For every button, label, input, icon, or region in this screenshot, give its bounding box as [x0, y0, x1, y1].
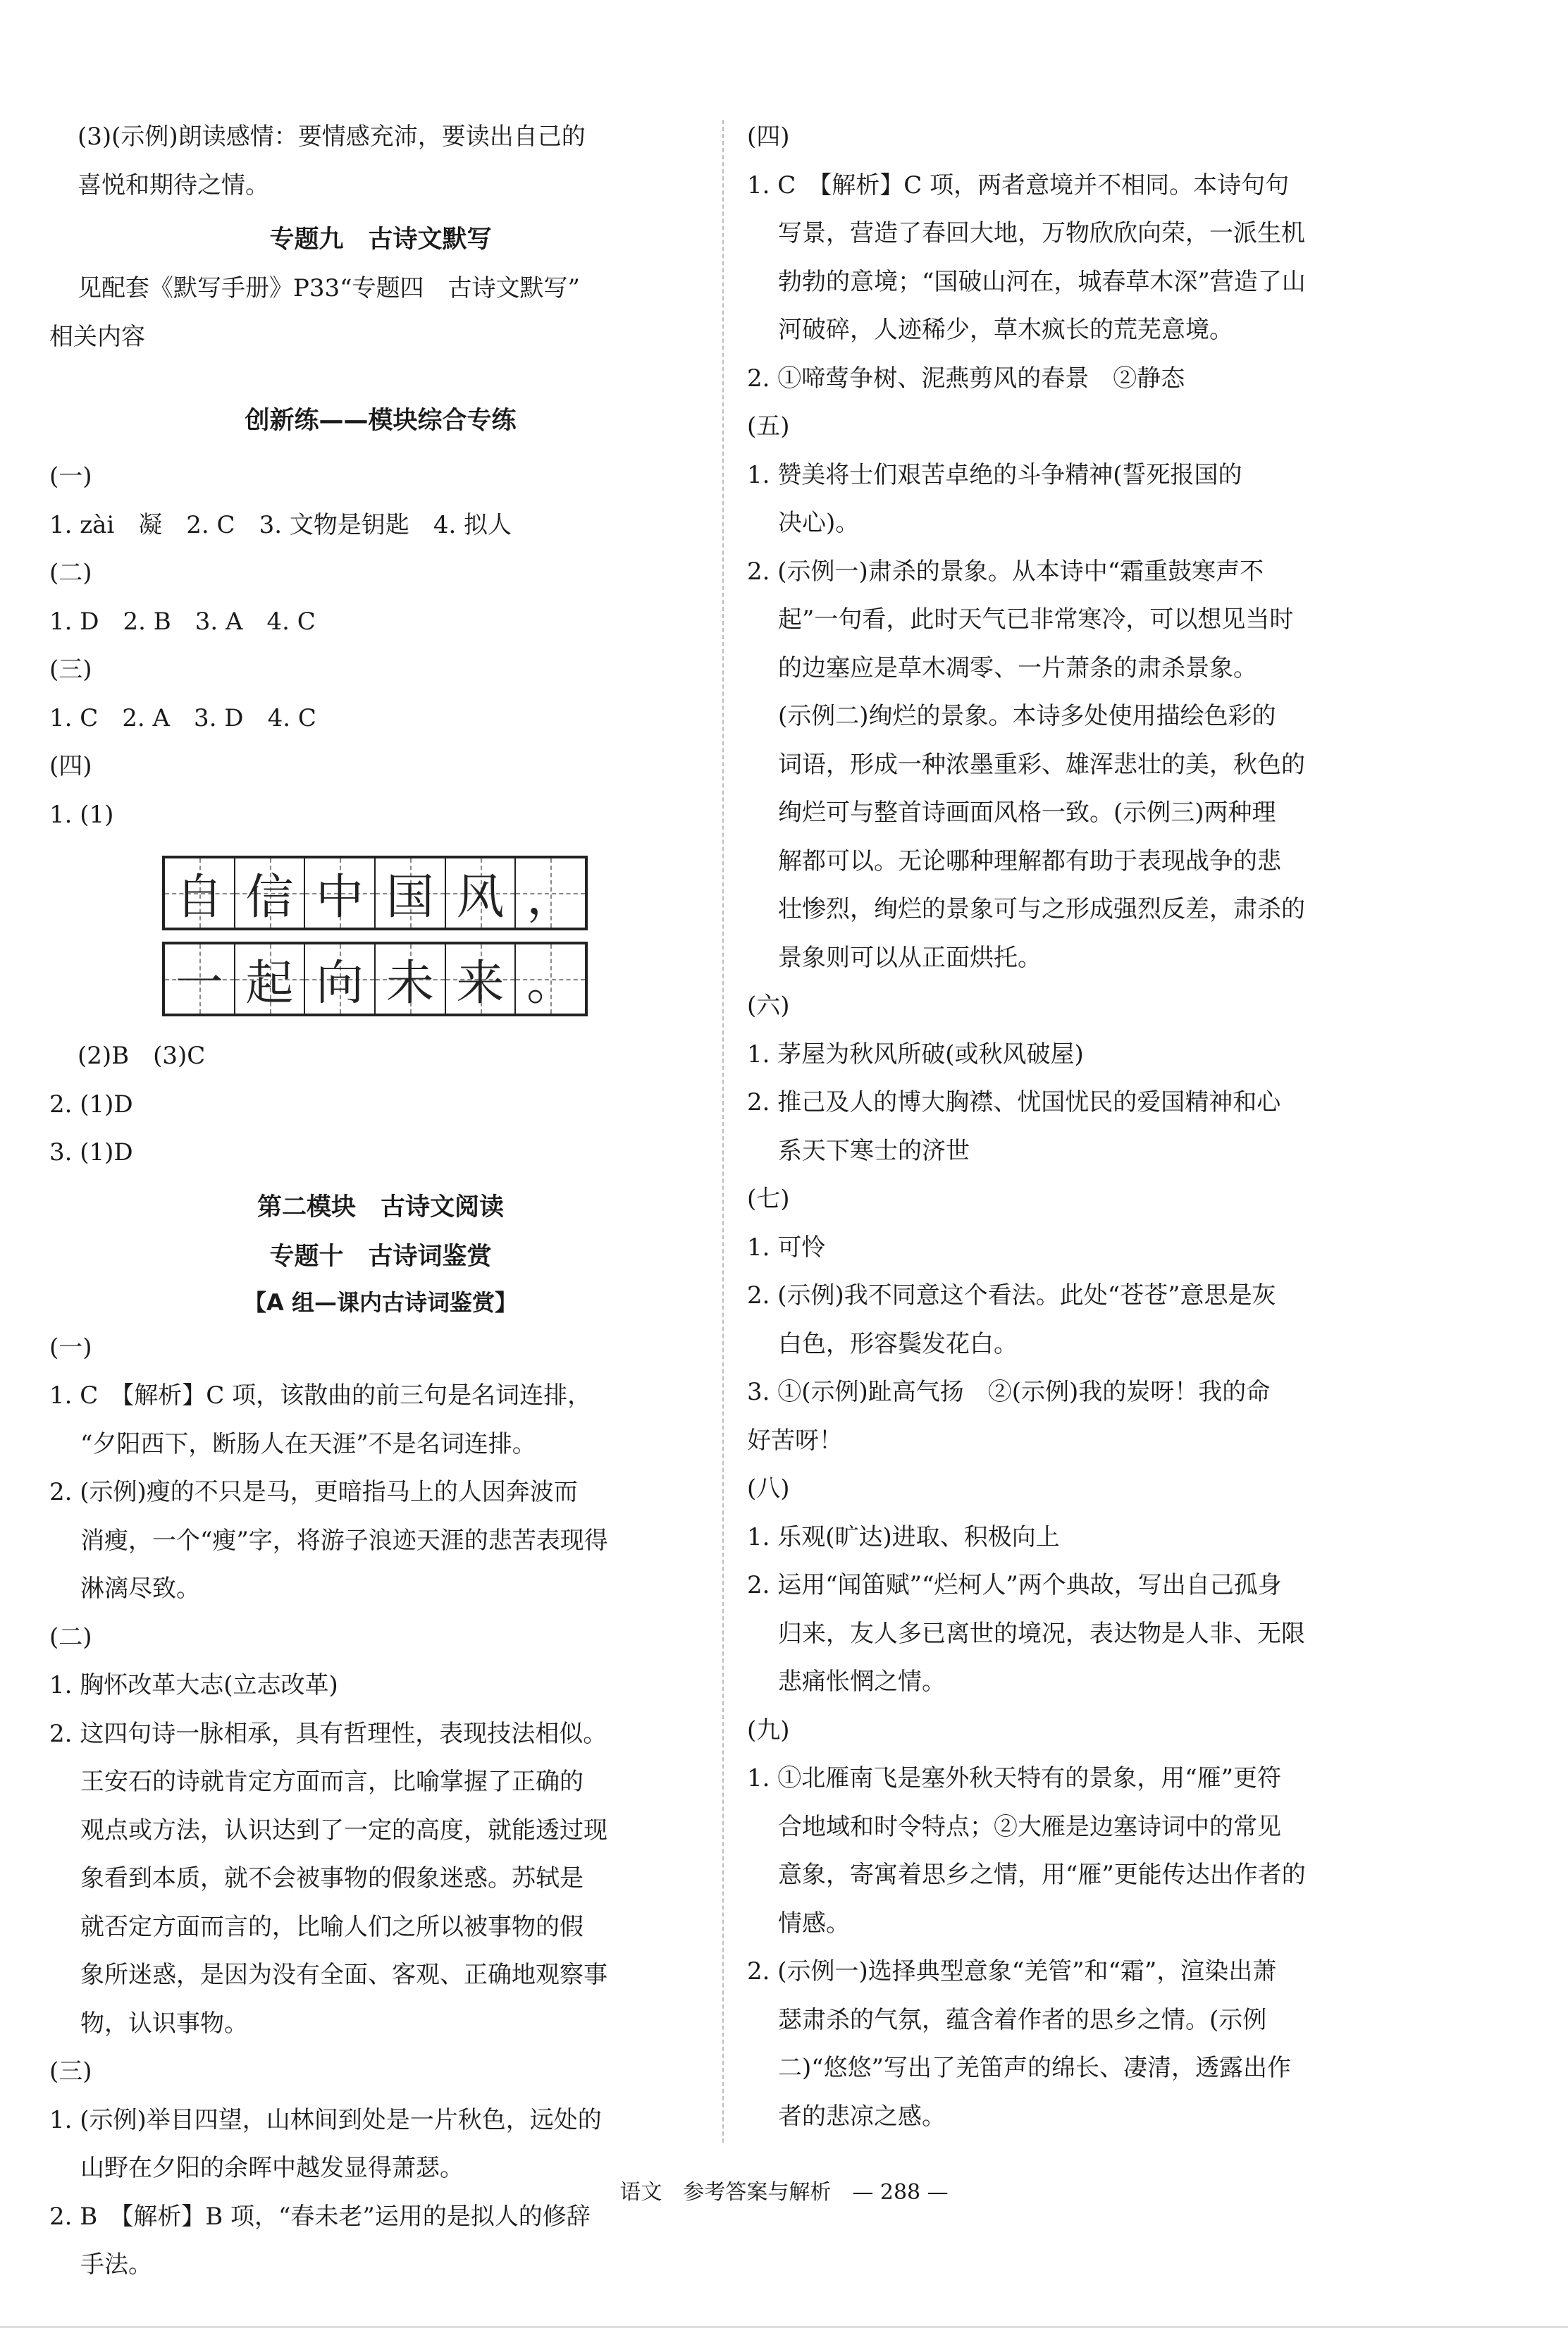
innovation-practice-title: 创新练——模块综合专练	[245, 407, 517, 435]
group-label: (三)	[49, 2057, 92, 2086]
grid-cell: 一	[165, 944, 235, 1014]
topic9-title: 专题九 古诗文默写	[269, 226, 492, 254]
answer-line: 1. 可怜	[747, 1233, 826, 1262]
grid-cell: 中	[305, 858, 376, 928]
answer-line: 象所迷惑，是因为没有全面、客观、正确地观察事	[80, 1961, 607, 1989]
answer-line: (2)B (3)C	[78, 1042, 206, 1070]
calligraphy-grid	[162, 856, 588, 1016]
answer-line: 决心)。	[778, 509, 860, 537]
answer-line: 王安石的诗就肯定方面而言，比喻掌握了正确的	[80, 1768, 584, 1796]
answer-line: 3. ①(示例)趾高气扬 ②(示例)我的炭呀！我的命	[747, 1378, 1271, 1406]
answer-line: 象看到本质，就不会被事物的假象迷惑。苏轼是	[80, 1864, 584, 1892]
answer-line: 词语，形成一种浓墨重彩、雄浑悲壮的美，秋色的	[778, 750, 1305, 779]
answer-line: 瑟肃杀的气氛，蕴含着作者的思乡之情。(示例	[778, 2005, 1267, 2034]
group-label: (八)	[747, 1474, 790, 1503]
answer-line: 2. (1)D	[49, 1090, 133, 1119]
group-label: (三)	[49, 655, 92, 684]
group-a-title: 【A 组—课内古诗词鉴赏】	[244, 1288, 517, 1316]
answer-line: 景象则可以从正面烘托。	[778, 943, 1042, 972]
topic9-text: 见配套《默写手册》P33“专题四 古诗文默写”	[78, 274, 580, 302]
answer-line: 归来，友人多已离世的境况，表达物是人非、无限	[778, 1619, 1305, 1648]
answer-line: 2. B 【解析】B 项，“春未老”运用的是拟人的修辞	[49, 2202, 591, 2231]
answer-line: 消瘦，一个“瘦”字，将游子浪迹天涯的悲苦表现得	[80, 1526, 608, 1555]
group-label: (二)	[49, 1623, 92, 1651]
answer-line: (示例二)绚烂的景象。本诗多处使用描绘色彩的	[778, 702, 1276, 730]
module2-title: 第二模块 古诗文阅读	[257, 1193, 504, 1221]
grid-cell: 未	[376, 944, 446, 1014]
answer-line: “夕阳西下，断肠人在天涯”不是名词连排。	[80, 1429, 536, 1458]
answer-line: 绚烂可与整首诗画面风格一致。(示例三)两种理	[778, 799, 1276, 827]
answer-line: 2. (示例)我不同意这个看法。此处“苍苍”意思是灰	[747, 1281, 1276, 1310]
group-label: (一)	[49, 1333, 92, 1362]
answer-line: 1. (1)	[49, 800, 114, 829]
grid-row-1	[162, 856, 588, 930]
grid-cell: 起	[235, 944, 306, 1014]
answer-line: 1. 赞美将士们艰苦卓绝的斗争精神(誓死报国的	[747, 460, 1242, 489]
answer-line: 2. ①啼莺争树、泥燕剪风的春景 ②静态	[747, 364, 1185, 393]
group-label: (四)	[747, 123, 790, 151]
answer-line: 3. (1)D	[49, 1138, 133, 1166]
answer-line: 2. 运用“闻笛赋”“烂柯人”两个典故，写出自己孤身	[747, 1571, 1282, 1599]
answer-line: 1. C 【解析】C 项，该散曲的前三句是名词连排，	[49, 1381, 592, 1410]
group-label: (二)	[49, 559, 92, 587]
answer-line: 物，认识事物。	[80, 2009, 248, 2038]
answer-line: 河破碎，人迹稀少，草木疯长的荒芜意境。	[778, 316, 1233, 344]
answer-line: 喜悦和期待之情。	[78, 171, 269, 199]
answer-line: 1. ①北雁南飞是塞外秋天特有的景象，用“雁”更符	[747, 1764, 1282, 1792]
topic9-text: 相关内容	[49, 322, 145, 351]
grid-cell: 来	[446, 944, 517, 1014]
grid-cell: 国	[376, 858, 446, 928]
answer-line: 2. (示例一)选择典型意象“羌管”和“霜”，渲染出萧	[747, 1957, 1277, 1985]
answer-line: 勃勃的意境；“国破山河在，城春草木深”营造了山	[778, 267, 1306, 296]
group-label: (五)	[747, 412, 790, 441]
answer-line: 起”一句看，此时天气已非常寒冷，可以想见当时	[778, 605, 1294, 634]
grid-row-2	[162, 942, 588, 1016]
answer-line: 悲痛怅惘之情。	[778, 1668, 946, 1696]
grid-cell: 。	[516, 944, 585, 1014]
group-label: (七)	[747, 1185, 790, 1213]
answer-line: 2. 这四句诗一脉相承，具有哲理性，表现技法相似。	[49, 1719, 607, 1748]
page-footer: 语文 参考答案与解析 — 288 —	[619, 2180, 949, 2205]
group-label: (四)	[49, 752, 92, 780]
right-column	[747, 113, 1409, 2141]
answer-line: 1. C 2. A 3. D 4. C	[49, 703, 316, 732]
grid-cell: ，	[516, 858, 585, 928]
answer-line: 2. (示例)瘦的不只是马，更暗指马上的人因奔波而	[49, 1478, 578, 1506]
answer-line: 1. C 【解析】C 项，两者意境并不相同。本诗句句	[747, 171, 1290, 199]
answer-line: 白色，形容鬓发花白。	[778, 1329, 1018, 1358]
answer-line: 系天下寒士的济世	[778, 1136, 970, 1165]
left-column	[49, 113, 712, 2289]
answer-line: (3)(示例)朗读感情：要情感充沛，要读出自己的	[78, 123, 586, 151]
answer-line: 1. 乐观(旷达)进取、积极向上	[747, 1522, 1060, 1551]
grid-cell: 自	[165, 858, 235, 928]
answer-line: 者的悲凉之感。	[778, 2102, 946, 2131]
answer-line: 二)“悠悠”写出了羌笛声的绵长、凄清，透露出作	[778, 2054, 1292, 2082]
answer-line: 的边塞应是草木凋零、一片萧条的肃杀景象。	[778, 653, 1257, 682]
column-divider	[722, 120, 724, 2143]
grid-cell: 信	[235, 858, 306, 928]
answer-line: 观点或方法，认识达到了一定的高度，就能透过现	[80, 1816, 607, 1845]
answer-line: 1. 茅屋为秋风所破(或秋风破屋)	[747, 1040, 1084, 1069]
answer-line: 解都可以。无论哪种理解都有助于表现战争的悲	[778, 846, 1281, 875]
bottom-rule	[0, 2326, 1568, 2328]
answer-line: 好苦呀！	[747, 1426, 843, 1455]
group-label: (一)	[49, 462, 92, 491]
answer-line: 1. D 2. B 3. A 4. C	[49, 607, 316, 636]
answer-line: 合地域和时令特点；②大雁是边塞诗词中的常见	[778, 1812, 1281, 1841]
answer-line: 2. (示例一)肃杀的景象。从本诗中“霜重鼓寒声不	[747, 557, 1264, 586]
grid-cell: 向	[305, 944, 376, 1014]
answer-line: 意象，寄寓着思乡之情，用“雁”更能传达出作者的	[778, 1861, 1306, 1889]
answer-line: 就否定方面而言的，比喻人们之所以被事物的假	[80, 1912, 584, 1941]
answer-line: 1. (示例)举目四望，山林间到处是一片秋色，远处的	[49, 2105, 602, 2134]
answer-line: 写景，营造了春回大地，万物欣欣向荣，一派生机	[778, 219, 1305, 247]
answer-line: 壮惨烈，绚烂的景象可与之形成强烈反差，肃杀的	[778, 895, 1305, 923]
group-label: (六)	[747, 992, 790, 1020]
answer-line: 情感。	[778, 1909, 850, 1938]
topic10-title: 专题十 古诗词鉴赏	[269, 1242, 492, 1271]
answer-line: 2. 推己及人的博大胸襟、忧国忧民的爱国精神和心	[747, 1088, 1281, 1116]
answer-line: 手法。	[80, 2251, 152, 2279]
answer-line: 1. 胸怀改革大志(立志改革)	[49, 1671, 338, 1699]
group-label: (九)	[747, 1716, 790, 1744]
grid-cell: 风	[446, 858, 517, 928]
answer-line: 山野在夕阳的余晖中越发显得萧瑟。	[80, 2154, 464, 2182]
answer-line: 淋漓尽致。	[80, 1575, 200, 1603]
answer-line: 1. zài 凝 2. C 3. 文物是钥匙 4. 拟人	[49, 510, 512, 539]
